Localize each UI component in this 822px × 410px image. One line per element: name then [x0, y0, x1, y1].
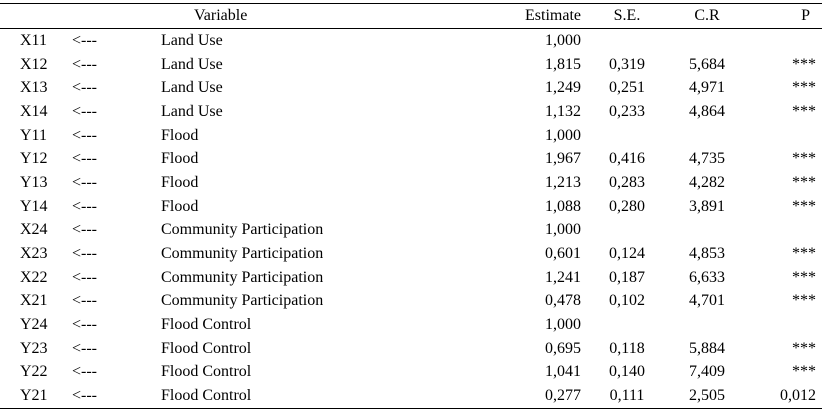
cell-latent-variable: Flood Control: [161, 316, 252, 334]
cell-cr: 4,735: [689, 150, 725, 168]
cell-indicator: Y21: [20, 387, 48, 405]
cell-estimate: 0,277: [545, 387, 581, 405]
header-cr: C.R: [694, 7, 720, 24]
cell-arrow: <---: [72, 268, 98, 286]
table-row: [0, 76, 822, 100]
table-row: [0, 337, 822, 361]
cell-p: ***: [792, 292, 816, 310]
cell-indicator: Y11: [20, 126, 47, 144]
cell-se: 0,233: [609, 102, 645, 120]
cell-arrow: <---: [72, 173, 98, 191]
cell-p: ***: [792, 55, 816, 73]
cell-latent-variable: Land Use: [161, 102, 223, 120]
cell-indicator: Y14: [20, 197, 48, 215]
cell-indicator: X14: [20, 102, 48, 120]
header-p: P: [801, 7, 810, 24]
cell-latent-variable: Land Use: [161, 55, 223, 73]
cell-se: 0,251: [609, 79, 645, 97]
table-header-row: [0, 4, 822, 29]
table-row: [0, 361, 822, 385]
cell-estimate: 1,249: [545, 79, 581, 97]
cell-indicator: Y12: [20, 150, 48, 168]
table-body: [0, 29, 822, 409]
table-row: [0, 29, 822, 53]
table-row: [0, 219, 822, 243]
cell-cr: 2,505: [689, 387, 725, 405]
table-row: [0, 171, 822, 195]
cell-latent-variable: Community Participation: [161, 292, 324, 310]
cell-se: [587, 313, 667, 337]
cell-p: ***: [792, 339, 816, 357]
cell-arrow: <---: [72, 221, 98, 239]
cell-estimate: 0,695: [545, 339, 581, 357]
table-row: [0, 266, 822, 290]
cell-arrow: <---: [72, 245, 98, 263]
cell-p: [747, 29, 822, 53]
cell-latent-variable: Community Participation: [161, 221, 324, 239]
cell-cr: 6,633: [689, 268, 725, 286]
cell-p: [747, 124, 822, 148]
cell-arrow: <---: [72, 150, 98, 168]
regression-weights-table: [0, 3, 822, 409]
cell-arrow: <---: [72, 363, 98, 381]
cell-latent-variable: Flood Control: [161, 339, 252, 357]
cell-estimate: 1,000: [545, 31, 581, 49]
cell-se: 0,102: [609, 292, 645, 310]
cell-cr: 4,864: [689, 102, 725, 120]
table-row: [0, 384, 822, 408]
table-row: [0, 242, 822, 266]
cell-cr: 3,891: [689, 197, 725, 215]
cell-arrow: <---: [72, 126, 98, 144]
header-variable: Variable: [194, 7, 248, 24]
cell-estimate: 0,601: [545, 245, 581, 263]
cell-latent-variable: Flood: [161, 197, 199, 215]
cell-estimate: 1,815: [545, 55, 581, 73]
cell-estimate: 1,000: [545, 126, 581, 144]
cell-p: [747, 219, 822, 243]
cell-indicator: Y24: [20, 316, 48, 334]
cell-indicator: X24: [20, 221, 48, 239]
cell-se: [587, 29, 667, 53]
cell-se: [587, 219, 667, 243]
cell-se: 0,416: [609, 150, 645, 168]
cell-se: 0,319: [609, 55, 645, 73]
cell-estimate: 1,000: [545, 221, 581, 239]
cell-arrow: <---: [72, 55, 98, 73]
cell-se: 0,283: [609, 173, 645, 191]
cell-se: 0,187: [609, 268, 645, 286]
cell-estimate: 1,213: [545, 173, 581, 191]
cell-cr: [667, 29, 747, 53]
cell-cr: 7,409: [689, 363, 725, 381]
cell-p: ***: [792, 173, 816, 191]
cell-p: ***: [792, 363, 816, 381]
cell-se: 0,280: [609, 197, 645, 215]
cell-se: [587, 124, 667, 148]
cell-indicator: X13: [20, 79, 48, 97]
cell-cr: 4,971: [689, 79, 725, 97]
cell-estimate: 1,132: [545, 102, 581, 120]
cell-p: ***: [792, 245, 816, 263]
cell-indicator: X23: [20, 245, 48, 263]
cell-arrow: <---: [72, 292, 98, 310]
cell-p: ***: [792, 79, 816, 97]
cell-cr: 4,701: [689, 292, 725, 310]
header-se: S.E.: [613, 7, 641, 24]
cell-arrow: <---: [72, 197, 98, 215]
cell-estimate: 1,000: [545, 316, 581, 334]
cell-p: ***: [792, 197, 816, 215]
cell-se: 0,118: [609, 339, 645, 357]
cell-indicator: Y23: [20, 339, 48, 357]
cell-se: 0,140: [609, 363, 645, 381]
cell-p: ***: [792, 102, 816, 120]
cell-estimate: 1,967: [545, 150, 581, 168]
table-row: [0, 100, 822, 124]
table-row: [0, 195, 822, 219]
table-row: [0, 290, 822, 314]
cell-latent-variable: Flood: [161, 126, 199, 144]
cell-latent-variable: Flood Control: [161, 363, 252, 381]
cell-arrow: <---: [72, 387, 98, 405]
cell-estimate: 1,241: [545, 268, 581, 286]
cell-latent-variable: Community Participation: [161, 245, 324, 263]
cell-se: 0,124: [609, 245, 645, 263]
cell-p: 0,012: [780, 387, 816, 405]
cell-cr: [667, 219, 747, 243]
cell-indicator: X22: [20, 268, 48, 286]
cell-arrow: <---: [72, 79, 98, 97]
cell-cr: 4,282: [689, 173, 725, 191]
cell-arrow: <---: [72, 316, 98, 334]
table-row: [0, 124, 822, 148]
cell-indicator: X12: [20, 55, 48, 73]
cell-estimate: 1,041: [545, 363, 581, 381]
table-row: [0, 147, 822, 171]
cell-arrow: <---: [72, 102, 98, 120]
cell-cr: 4,853: [689, 245, 725, 263]
cell-latent-variable: Flood: [161, 173, 199, 191]
table-row: [0, 53, 822, 77]
cell-cr: [667, 313, 747, 337]
cell-cr: 5,684: [689, 55, 725, 73]
cell-latent-variable: Flood Control: [161, 387, 252, 405]
header-estimate: Estimate: [525, 7, 581, 24]
cell-p: [747, 313, 822, 337]
cell-indicator: X21: [20, 292, 48, 310]
table-row: [0, 313, 822, 337]
cell-latent-variable: Land Use: [161, 79, 223, 97]
cell-latent-variable: Flood: [161, 150, 199, 168]
cell-p: ***: [792, 150, 816, 168]
cell-estimate: 1,088: [545, 197, 581, 215]
cell-latent-variable: Land Use: [161, 31, 223, 49]
cell-cr: 5,884: [689, 339, 725, 357]
cell-latent-variable: Community Participation: [161, 268, 324, 286]
cell-estimate: 0,478: [545, 292, 581, 310]
cell-cr: [667, 124, 747, 148]
cell-indicator: X11: [20, 31, 47, 49]
cell-se: 0,111: [609, 387, 645, 405]
cell-indicator: Y22: [20, 363, 48, 381]
cell-arrow: <---: [72, 31, 98, 49]
cell-indicator: Y13: [20, 173, 48, 191]
cell-p: ***: [792, 268, 816, 286]
cell-arrow: <---: [72, 339, 98, 357]
